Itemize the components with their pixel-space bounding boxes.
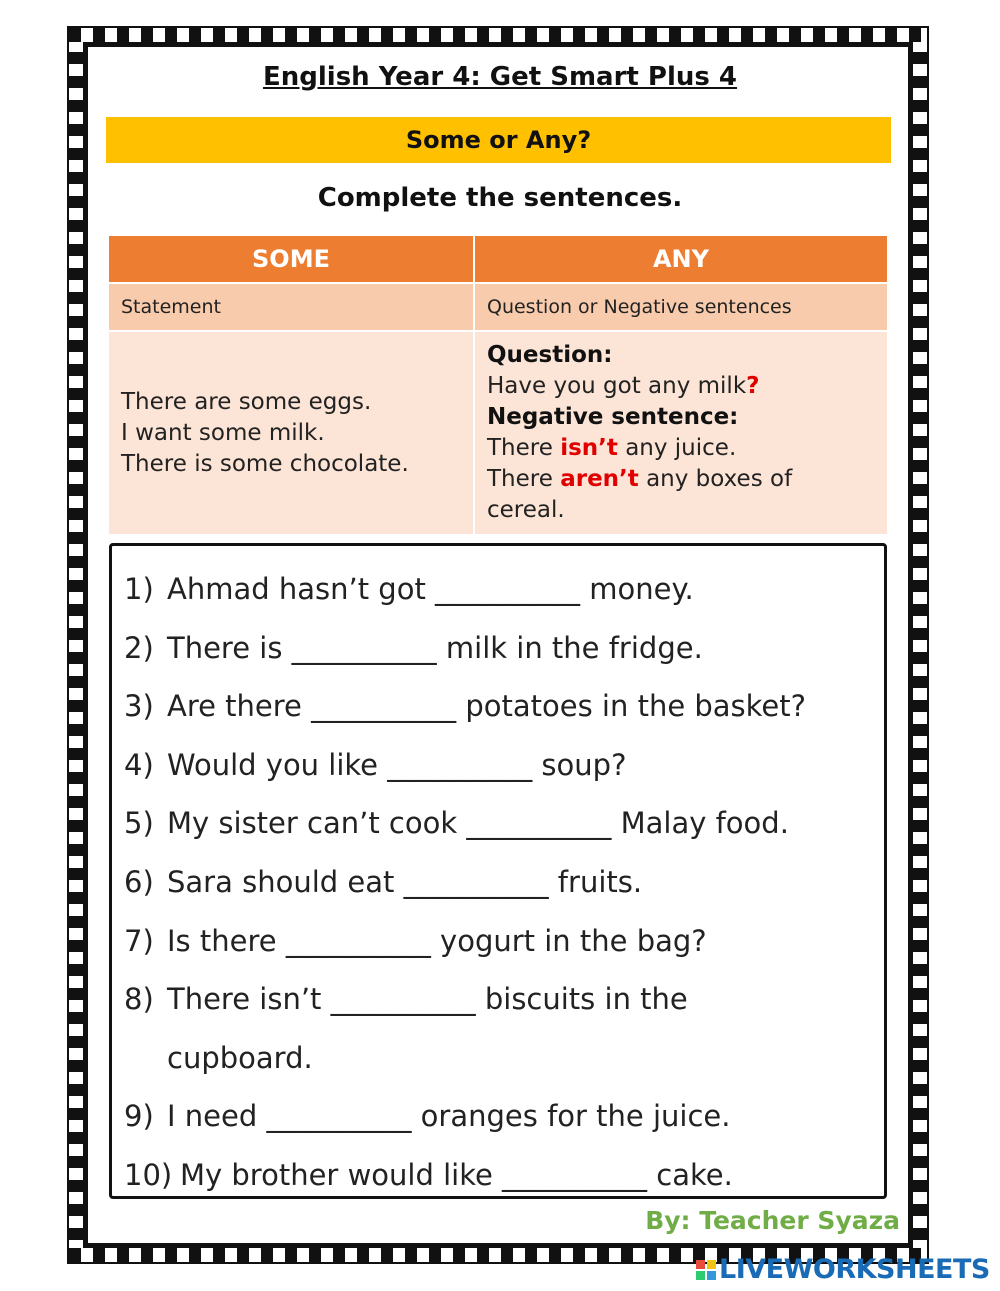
neg1-before: There	[487, 435, 561, 461]
question-text: I need __________ oranges for the juice.	[167, 1099, 731, 1134]
question-4[interactable]	[124, 736, 872, 795]
question-8[interactable]	[124, 970, 872, 1029]
negative-label: Negative sentence:	[487, 404, 739, 430]
question-5[interactable]	[124, 794, 872, 853]
question-text: Sara should eat __________ fruits.	[167, 864, 643, 899]
question-text: There isn’t __________ biscuits in the	[167, 982, 688, 1017]
neg2-before: There	[487, 466, 561, 492]
question-6[interactable]	[124, 853, 872, 912]
exercise-box	[109, 543, 887, 1199]
question-3[interactable]	[124, 677, 872, 736]
any-heading: ANY	[474, 236, 887, 283]
author-credit: By: Teacher Syaza	[645, 1206, 900, 1235]
some-examples	[109, 331, 474, 534]
neg2-highlight: aren’t	[560, 466, 639, 492]
question-text: Would you like __________ soup?	[167, 747, 627, 782]
question-number: 2)	[124, 630, 154, 665]
question-number: 3)	[124, 689, 154, 724]
topic-banner: Some or Any?	[106, 117, 891, 163]
neg1-after: any juice.	[617, 435, 737, 461]
any-examples	[474, 331, 887, 534]
some-example: There is some chocolate.	[121, 450, 409, 477]
brand-icon	[696, 1260, 716, 1280]
liveworksheets-logo	[696, 1254, 990, 1285]
question-label: Question:	[487, 342, 613, 368]
question-example	[487, 371, 875, 402]
negative-example-2	[487, 464, 875, 526]
question-mark: ?	[746, 373, 760, 399]
question-text: My sister can’t cook __________ Malay food.	[167, 806, 789, 841]
question-number: 8)	[124, 982, 154, 1017]
some-heading: SOME	[109, 236, 474, 283]
instruction: Complete the sentences.	[317, 183, 683, 213]
brand-text: LIVEWORKSHEETS	[719, 1254, 990, 1285]
some-example: There are some eggs.	[121, 388, 372, 415]
question-text: Ahmad hasn’t got __________ money.	[167, 572, 694, 606]
rules-table	[109, 236, 887, 534]
question-number: 4)	[124, 747, 154, 782]
question-text: There is __________ milk in the fridge.	[167, 630, 703, 665]
question-text: My brother would like __________ cake.	[180, 1157, 733, 1192]
question-number: 1)	[124, 572, 154, 606]
question-7[interactable]	[124, 912, 872, 971]
question-text: Have you got any milk	[487, 373, 747, 399]
question-10[interactable]	[124, 1146, 872, 1205]
any-type: Question or Negative sentences	[474, 283, 887, 331]
worksheet-title: English Year 4: Get Smart Plus 4	[263, 62, 737, 92]
neg1-highlight: isn’t	[560, 435, 618, 461]
question-text: Is there __________ yogurt in the bag?	[167, 923, 707, 958]
negative-example-1	[487, 433, 875, 464]
question-text: cupboard.	[167, 1040, 313, 1075]
neg2-after: any boxes of cereal.	[487, 466, 793, 523]
question-1[interactable]	[124, 560, 872, 619]
question-2[interactable]	[124, 619, 872, 678]
question-number: 6)	[124, 864, 154, 899]
question-number: 10)	[124, 1157, 173, 1192]
some-example: I want some milk.	[121, 419, 325, 446]
some-type: Statement	[109, 283, 474, 331]
question-number: 5)	[124, 806, 154, 841]
question-text: Are there __________ potatoes in the basket?	[167, 689, 807, 724]
question-number: 7)	[124, 923, 154, 958]
question-number: 9)	[124, 1099, 154, 1134]
question-number	[124, 1029, 167, 1088]
question-9[interactable]	[124, 1087, 872, 1146]
question-8-continued	[124, 1029, 872, 1088]
